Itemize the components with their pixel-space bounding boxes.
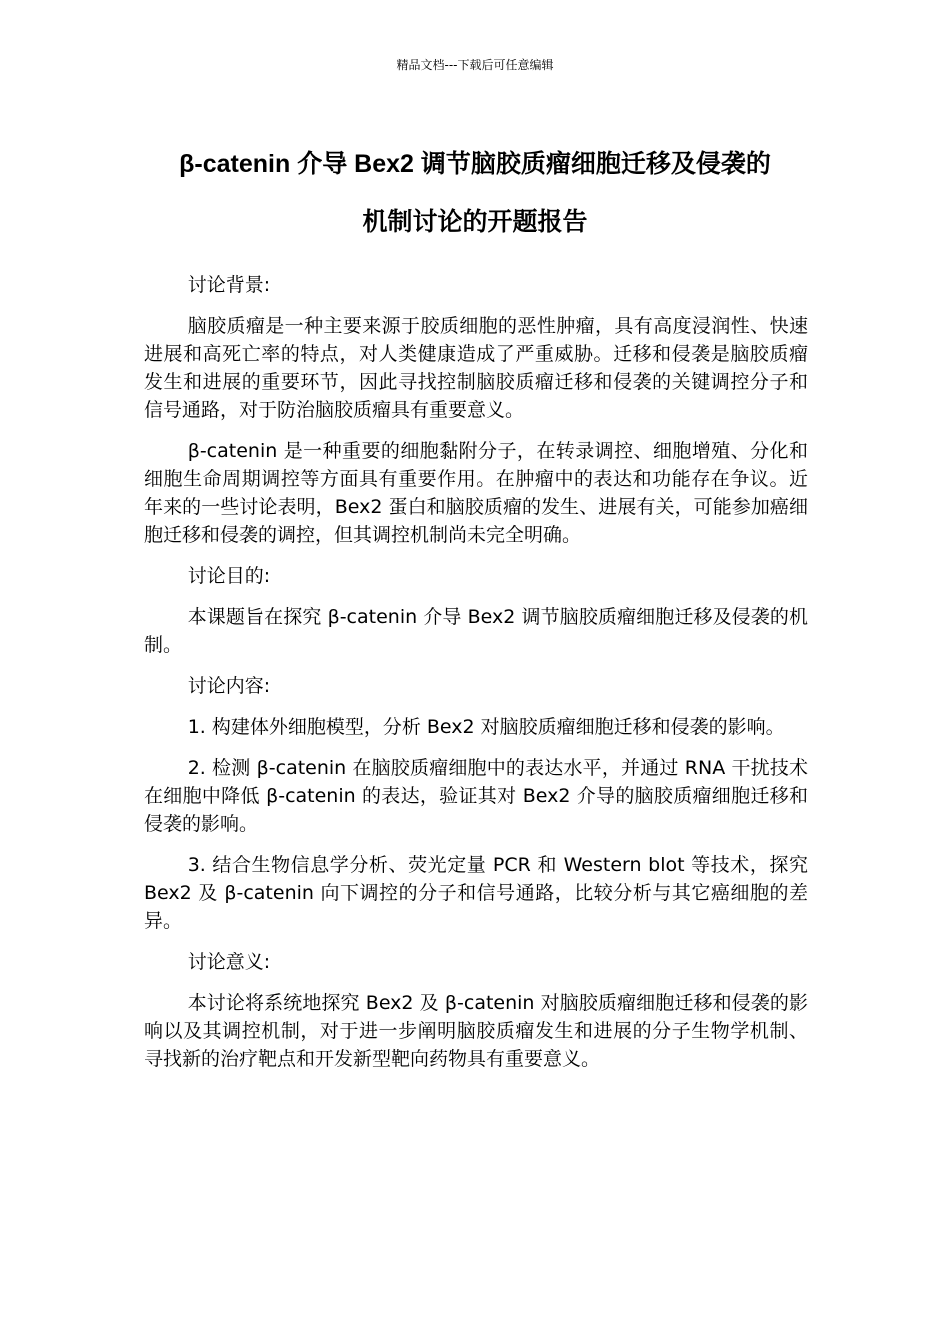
background-paragraph-2: β-catenin 是一种重要的细胞黏附分子，在转录调控、细胞增殖、分化和细胞生命周期调控等方面具有重要作用。在肿瘤中的表达和功能存在争议。近年来的一些讨论表明，Bex2 蛋白和脑胶质瘤的发生、进展有关，可能参加癌细胞迁移和侵袭的调控，但其调控机制尚未完全明确。 bbox=[144, 440, 808, 546]
significance-heading: 讨论意义: bbox=[187, 951, 271, 973]
background-heading: 讨论背景: bbox=[187, 274, 271, 296]
document-body bbox=[144, 271, 808, 1086]
page-header: 精品文档---下载后可任意编辑 bbox=[396, 58, 554, 72]
content-item-3: 3. 结合生物信息学分析、荧光定量 PCR 和 Western blot 等技术，探究 Bex2 及 β-catenin 向下调控的分子和信号通路，比较分析与其它癌细胞的差异。 bbox=[144, 854, 808, 932]
document-title bbox=[0, 135, 950, 251]
background-paragraph-1: 脑胶质瘤是一种主要来源于胶质细胞的恶性肿瘤，具有高度浸润性、快速进展和高死亡率的特点，对人类健康造成了严重威胁。迁移和侵袭是脑胶质瘤发生和进展的重要环节，因此寻找控制脑胶质瘤迁移和侵袭的关键调控分子和信号通路，对于防治脑胶质瘤具有重要意义。 bbox=[144, 315, 808, 421]
title-line-2: 机制讨论的开题报告 bbox=[362, 208, 588, 236]
content-heading: 讨论内容: bbox=[187, 675, 271, 697]
significance-paragraph: 本讨论将系统地探究 Bex2 及 β-catenin 对脑胶质瘤细胞迁移和侵袭的影响以及其调控机制，对于进一步阐明脑胶质瘤发生和进展的分子生物学机制、寻找新的治疗靶点和开发新型靶向药物具有重要意义。 bbox=[144, 992, 808, 1070]
objective-heading: 讨论目的: bbox=[187, 565, 271, 587]
content-item-2: 2. 检测 β-catenin 在脑胶质瘤细胞中的表达水平，并通过 RNA 干扰技术在细胞中降低 β-catenin 的表达，验证其对 Bex2 介导的脑胶质瘤细胞迁移和侵袭的影响。 bbox=[144, 757, 808, 835]
content-item-1: 1. 构建体外细胞模型，分析 Bex2 对脑胶质瘤细胞迁移和侵袭的影响。 bbox=[187, 716, 785, 738]
title-line-1: β-catenin 介导 Bex2 调节脑胶质瘤细胞迁移及侵袭的 bbox=[179, 150, 771, 178]
objective-paragraph: 本课题旨在探究 β-catenin 介导 Bex2 调节脑胶质瘤细胞迁移及侵袭的机制。 bbox=[144, 606, 808, 656]
